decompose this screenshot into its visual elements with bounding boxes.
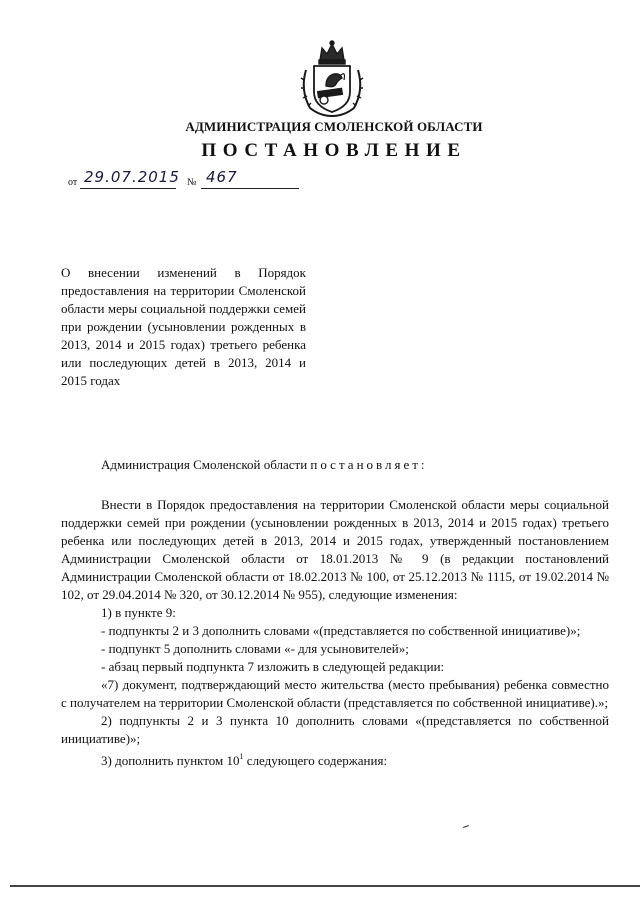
intro-verb: постановляет: [310,457,428,472]
list-item-3-suffix: следующего содержания: [243,753,388,768]
number-underline [201,188,299,189]
organization-name: АДМИНИСТРАЦИЯ СМОЛЕНСКОЙ ОБЛАСТИ [185,119,483,134]
smolensk-coat-of-arms-icon [296,40,368,118]
scan-mark [463,825,469,828]
list-item-3 [61,748,609,770]
list-item-1c: - абзац первый подпункта 7 изложить в следующей редакции: [101,659,445,674]
document-type: ПОСТАНОВЛЕНИЕ [201,140,467,161]
intro-paragraph [61,456,609,474]
handwritten-date: 29.07.2015 [84,168,180,186]
list-item-2: 2) подпункты 2 и 3 пункта 10 дополнить словами «(представляется по собственной инициативе)»; [61,713,609,746]
list-item-3-prefix: 3) дополнить пунктом 10 [101,753,240,768]
intro-prefix: Администрация Смоленской области [101,457,308,472]
number-label: № [187,177,197,188]
handwritten-number: 467 [206,168,238,186]
document-title: О внесении изменений в Порядок предоставления на территории Смоленской области меры социальной поддержки семей при рождении (усыновлении рожденных в 2013, 2014 и 2015 годах) третьего ребенка или последующих детей в 2013, 2014 и 2015 годах [61,265,306,388]
date-label: от [68,177,78,188]
document-body [61,456,609,770]
page-bottom-edge [10,885,640,887]
list-item-1: 1) в пункте 9: [101,605,176,620]
main-paragraph: Внести в Порядок предоставления на территории Смоленской области меры социальной поддержки семей при рождении (усыновлении рожденных в 2013, 2014 и 2015 годах) третьего ребенка или последующих детей в 2013, 2014 и 2015 годах, утвержденный постановлением Администрации Смоленской области от 18.01.2013 № 9 (в редакции постановлений Администрации Смоленской области от 18.02.2013 № 100, от 25.12.2013 № 1115, от 19.02.2014 № 102, от 29.04.2014 № 320, от 30.12.2014 № 955), следующие изменения: [61,497,609,602]
list-item-1a: - подпункты 2 и 3 дополнить словами «(представляется по собственной инициативе)»; [101,623,581,638]
date-number-line [68,168,308,190]
list-item-1c-text: «7) документ, подтверждающий место жительства (место пребывания) ребенка совместно с получателем на территории Смоленской области (представляется по собственной инициативе).»; [61,677,609,710]
list-item-3-superscript: 1 [239,752,244,761]
date-underline [80,188,176,189]
list-item-1b: - подпункт 5 дополнить словами «- для усыновителей»; [101,641,409,656]
